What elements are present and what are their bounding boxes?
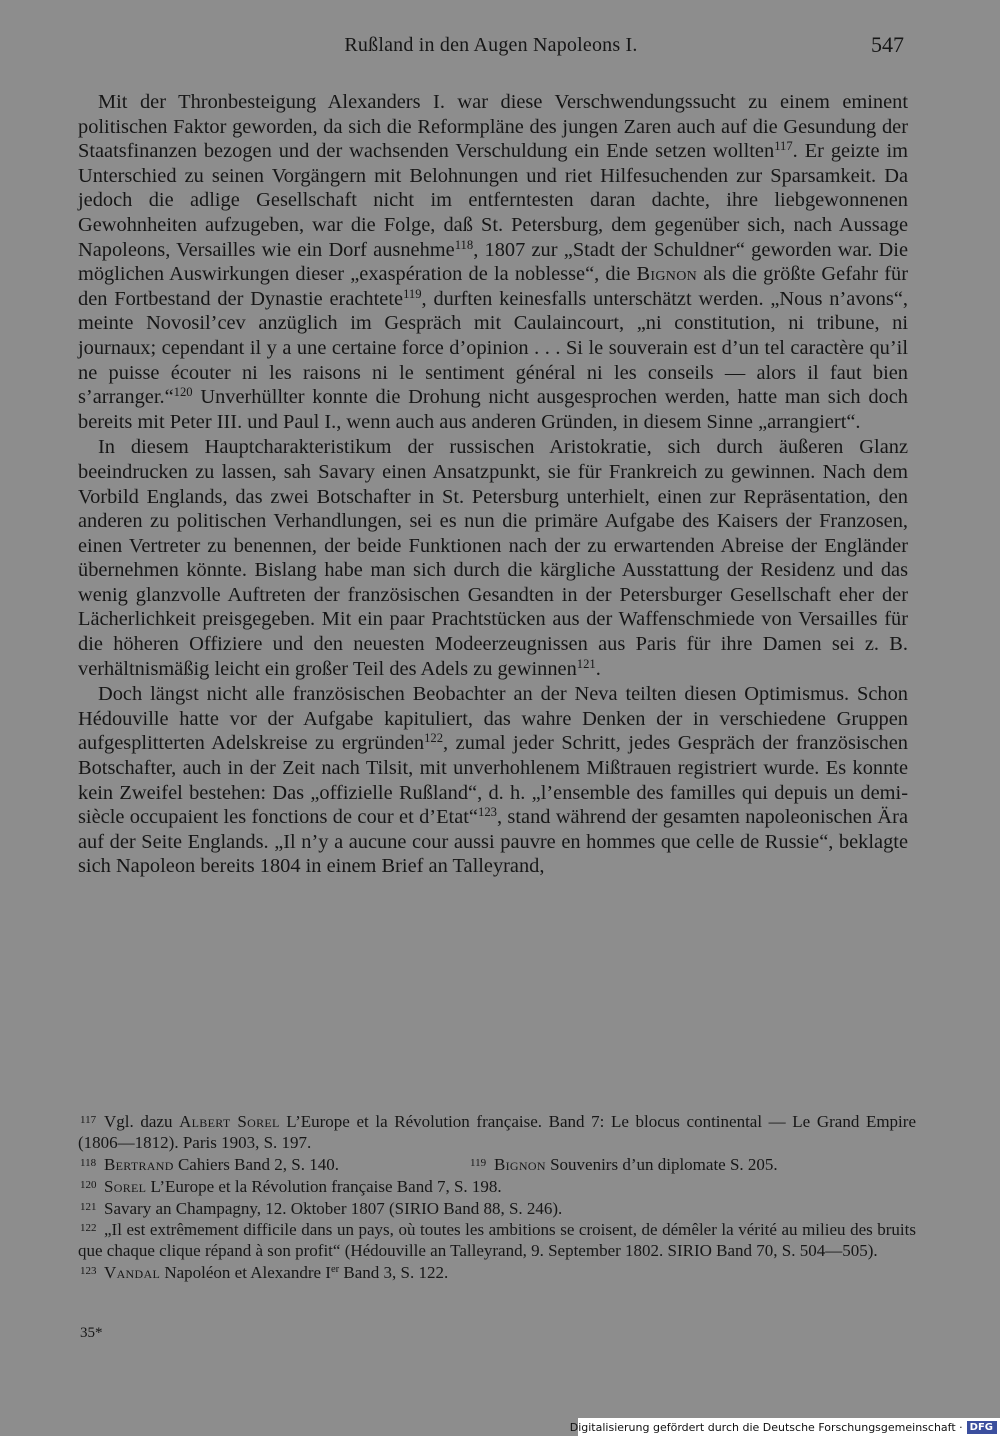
footer-text: Digitalisierung gefördert durch die Deutsche Forschungsgemeinschaft · (569, 1420, 963, 1434)
footnote-ref-121: 121 (576, 656, 596, 671)
paragraph-3 (78, 682, 908, 879)
paragraph-2 (78, 435, 908, 681)
footnote-author: Sorel (104, 1176, 147, 1196)
text-run: , zumal jeder Schritt, jedes Gespräch der französischen Botschafter, auch in der Zeit nach Tilsit, mit unverhohlenem Mißtrauen registriert wurde. Es konnte kein Zweifel bestehen: Das „offizielle Rußland“, d. h. „l’ensemble des familles qui depuis un demi-siècle occupaient les fonctions de cour et d’Etat“ (78, 732, 908, 829)
footnote-text: Cahiers Band 2, S. 140. (173, 1154, 339, 1174)
text-run: . (595, 657, 601, 680)
footnote-number: 123 (80, 1265, 97, 1278)
footnote-122 (78, 1218, 916, 1261)
superscript: er (330, 1264, 340, 1276)
text-run: Doch längst nicht alle französischen Beobachter an der Neva teilten diesen Optimismus. Schon Hédouville hatte vor der Aufgabe kapituliert, das wahre Denken der in verschiedene Gruppen aufgesplitterten Adelskreise zu ergründen (78, 683, 908, 755)
footnote-number: 118 (80, 1156, 97, 1169)
footnote-number: 121 (80, 1200, 97, 1213)
text-run: , stand während der gesamten napoleonischen Ära auf der Seite Englands. „Il n’y a aucune cour aussi pauvre en hommes que celle de Russie“, beklagte sich Napoleon bereits 1804 in einem Brief an Talleyrand, (78, 806, 908, 878)
footnote-number: 119 (470, 1156, 487, 1169)
footnote-text: Napoléon et Alexandre I (160, 1263, 331, 1283)
footnote-121 (78, 1197, 916, 1219)
dfg-logo-icon: DFG (967, 1421, 997, 1434)
digitization-footer (569, 1418, 1000, 1436)
footnote-ref-119: 119 (403, 286, 422, 301)
footnote-text: Band 3, S. 122. (339, 1263, 449, 1283)
footnote-ref-122: 122 (424, 731, 444, 746)
running-title: Rußland in den Augen Napoleons I. (344, 34, 638, 56)
footnote-text: „Il est extrêmement difficile dans un pays, où toutes les ambitions se croisent, de démêler la vérité au milieu des bruits que chaque clique répand à son profit“ (Hédouville an Talleyrand, 9. September 1802. SIRIO Band 70, S. 504—505). (78, 1220, 916, 1261)
footnote-text: Souvenirs d’un diplomate S. 205. (545, 1154, 778, 1174)
text-run: Mit der Thronbesteigung Alexanders I. war diese Verschwendungssucht zu einem eminent politischen Faktor geworden, da sich die Reformpläne des jungen Zaren auch auf die Gesundung der Staatsfinanzen bezogen und der wachsenden Verschuldung ein Ende setzen wollten (78, 91, 908, 163)
footnote-author: Bignon (494, 1154, 546, 1174)
author-name: Bignon (636, 263, 698, 286)
footnote-ref-123: 123 (478, 805, 497, 820)
text-run: als die größte Gefahr für den Fortbestand der Dynastie erachtete (78, 263, 908, 310)
footnotes (78, 1110, 916, 1283)
footnote-118 (78, 1153, 468, 1175)
sheet-signature: 35* (80, 1325, 103, 1341)
text-run: . Er geizte im Unterschied zu seinen Vorgängern mit Belohnungen und riet Hilfesuchenden zur Sparsamkeit. Da jedoch die adlige Gesellschaft nicht im entferntesten daran dachte, ihre liebgewonnenen Gewohnheiten aufzugeben, war die Folge, daß St. Petersburg, dem gegenüber sich, nach Aussage Napoleons, Versailles wie ein Dorf ausnehme (78, 140, 909, 261)
running-header (78, 34, 904, 64)
footnote-author: Bertrand (104, 1154, 174, 1174)
footnote-ref-118: 118 (454, 237, 474, 252)
footnote-text: Vgl. dazu (104, 1111, 180, 1131)
main-text (78, 90, 908, 879)
footnote-number: 122 (80, 1222, 97, 1235)
paragraph-1 (78, 90, 908, 434)
text-run: , 1807 zur „Stadt der Schuldner“ geworden war. Die möglichen Auswirkungen dieser „exaspération de la noblesse“, die (78, 238, 908, 286)
footnote-119 (468, 1153, 778, 1175)
text-run: Unverhüllter konnte die Drohung nicht ausgesprochen werden, hatte man sich doch bereits mit Peter III. und Paul I., wenn auch aus anderen Gründen, in diesem Sinne „arrangiert“. (78, 386, 908, 433)
footnote-ref-117: 117 (774, 139, 793, 154)
footnote-120 (78, 1175, 916, 1197)
footnote-123 (78, 1261, 916, 1283)
page-number: 547 (871, 32, 904, 57)
footnote-text: L’Europe et la Révolution française Band 7, S. 198. (146, 1176, 502, 1196)
footnote-row (78, 1153, 916, 1175)
footnote-117 (78, 1110, 916, 1153)
footnote-text: L’Europe et la Révolution française. Band 7: Le blocus continental — Le Grand Empire (1806—1812). Paris 1903, S. 197. (78, 1111, 916, 1152)
footnote-ref-120: 120 (173, 385, 193, 400)
text-run: , durften keinesfalls unterschätzt werden. „Nous n’avons“, meinte Novosil’cev anzüglich im Gespräch mit Caulaincourt, „ni constitution, ni tribune, ni journaux; cependant il y a une certaine force d’opinion . . . Si le souverain est d’un tel caractère qu’il ne puisse écouter ni les raisons ni le sentiment général ni les conseils — alors il faut bien s’arranger.“ (78, 287, 908, 409)
footnote-number: 120 (80, 1178, 97, 1191)
footnote-number: 117 (80, 1114, 97, 1126)
text-run: In diesem Hauptcharakteristikum der russischen Aristokratie, sich durch äußeren Glanz beeindrucken zu lassen, sah Savary einen Ansatzpunkt, sie für Frankreich zu gewinnen. Nach dem Vorbild Englands, das zwei Botschafter in St. Petersburg unterhielt, einen zur Repräsentation, den anderen zu politischen Verhandlungen, sei es nun die primäre Aufgabe des Kaisers der Franzosen, einen Vertreter zu benennen, der beide Funktionen nach der zu erwartenden Abreise der Engländer übernehmen könnte. Bislang habe man sich durch die kärgliche Ausstattung der Residenz und das wenig glanzvolle Auftreten der französischen Gesandten in der Petersburger Gesellschaft eher der Lächerlichkeit preisgegeben. Mit ein paar Prachtstücken aus der Waffenschmiede von Versailles für die höheren Offiziere und den neuesten Modeerzeugnissen aus Paris für ihre Damen sei z. B. verhältnismäßig leicht ein großer Teil des Adels zu gewinnen (78, 436, 908, 680)
footnote-text: Savary an Champagny, 12. Oktober 1807 (SIRIO Band 88, S. 246). (104, 1198, 563, 1218)
footnote-author: Vandal (104, 1263, 161, 1283)
footnote-author: Albert Sorel (179, 1111, 280, 1131)
